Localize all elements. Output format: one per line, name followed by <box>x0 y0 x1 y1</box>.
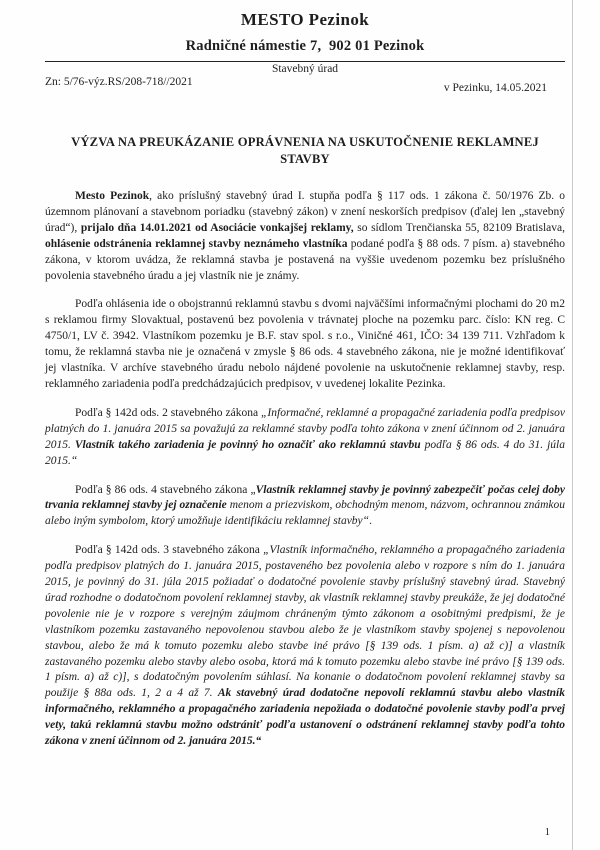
org-address: Radničné námestie 7, 902 01 Pezinok <box>185 38 425 54</box>
paragraph: Podľa § 142d ods. 2 stavebného zákona „Informačné, reklamné a propagačné zariadenia podľa predpisov platných do 1. januára 2015 sa považujú za reklamné stavby podľa tohto zákona v znení účinnom od 2. januára 2015. Vlastník takého zariadenia je povinný ho označiť ako reklamnú stavbu podľa § 86 ods. 4 do 31. júla 2015.“ <box>45 406 566 467</box>
paragraph: Mesto Pezinok, ako príslušný stavebný úrad I. stupňa podľa § 117 ods. 1 zákona č. 50/1976 Zb. o územnom plánovaní a stavebnom poriadku (stavebný zákon) v znení neskorších predpisov (ďalej len „stavebný úrad“), prijalo dňa 14.01.2021 od Asociácie vonkajšej reklamy, so sídlom Trenčianska 55, 82109 Bratislava, ohlásenie odstránenia reklamnej stavby neznámeho vlastníka podané podľa § 88 ods. 7 písm. a) stavebného zákona, v ktorom uvádza, že reklamná stavba je postavená na vyššie uvedenom pozemku bez príslušného povolenia stavebného úradu a jej vlastník nie je známy. <box>45 190 566 282</box>
place-date: v Pezinku, 14.05.2021 <box>443 82 547 94</box>
paragraph: Podľa ohlásenia ide o obojstrannú reklamnú stavbu s dvomi najväčšími informačnými plochami do 20 m2 s reklamou firmy Slovaktual, postavenú bez povolenia v trávnatej ploche na pozemku parc. číslo: KN reg. C 4750/1, LV č. 3942. Vlastníkom pozemku je B.F. stav spol. s r.o., Viničné 461, IČO: 34 139 711. Vzhľadom k tomu, že reklamná stavba nie je označená v zmysle § 86 ods. 4 stavebného zákona, nie je možné identifikovať jej vlastníka. V archíve stavebného úradu nebolo nájdené povolenie na uskutočnenie reklamnej stavby, resp. reklamného zariadenia podľa predchádzajúcich predpisov, v uvedenej lokalite Pezinka. <box>45 298 565 390</box>
document-title: VÝZVA NA PREUKÁZANIE OPRÁVNENIA NA USKUTOČNENIE REKLAMNEJ STAVBY <box>71 135 539 166</box>
office-name: Stavebný úrad <box>271 63 339 75</box>
letterhead <box>45 10 565 94</box>
scan-edge-line <box>572 0 573 850</box>
paragraph: Podľa § 86 ods. 4 stavebného zákona „Vlastník reklamnej stavby je povinný zabezpečiť počas celej doby trvania reklamnej stavby jej označenie menom a priezviskom, obchodným menom, názvom, ochrannou známkou alebo iným symbolom, ktorý umožňuje identifikáciu reklamnej stavby“. <box>45 483 565 528</box>
paragraph: Podľa § 142d ods. 3 stavebného zákona „Vlastník informačného, reklamného a propagačného zariadenia podľa predpisov platných do 1. januára 2015, postaveného bez povolenia alebo v rozpore s ním do 1. januára 2015, je povinný do 31. júla 2015 požiadať o dodatočné povolenie stavby príslušný stavebný úrad. Stavebný úrad rozhodne o dodatočnom povolení reklamnej stavby, ak vlastník reklamnej stavby preukáže, že jej dodatočné povolenie nie je v rozpore s verejným záujmom chráneným týmto zákonom a osobitnými predpismi, že je vlastníkom pozemku zastavaného nepovolenou stavbou alebo že je vlastníkom stavby spojenej s nepovolenou stavbou, alebo že má k tomuto pozemku alebo stavbe iné právo [§ 139 ods. 1 písm. a) až c)] a vlastník zastavaného pozemku alebo stavby alebo osoba, ktorá má k tomuto pozemku alebo stavbe iné právo [§ 139 ods. 1 písm. a) až c)], s dodatočným povolením súhlasí. Na konanie o dodatočnom povolení reklamnej stavby sa použije § 88a ods. 1, 2 a 4 až 7. Ak stavebný úrad dodatočne nepovolí reklamnú stavbu alebo vlastník informačného, reklamného a propagačného zariadenia nepožiada o dodatočné povolenie stavby podľa prvej vety, takú reklamnú stavbu možno odstrániť podľa ustanovení o odstránení reklamnej stavby podľa tohto zákona v znení účinnom od 2. januára 2015.“ <box>45 544 566 748</box>
document-body <box>45 189 565 750</box>
org-name: MESTO Pezinok <box>240 10 370 29</box>
reference-number: Zn: 5/76-výz.RS/208-718//2021 <box>45 76 193 88</box>
header-divider <box>45 61 565 62</box>
reference-row <box>45 76 565 94</box>
page-number: 1 <box>544 827 550 838</box>
